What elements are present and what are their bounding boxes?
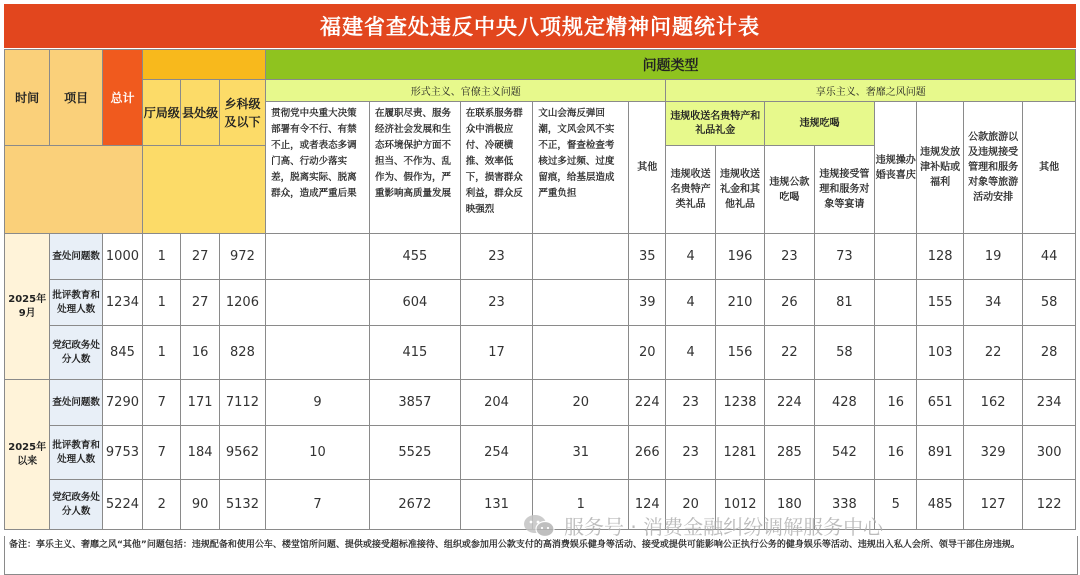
cell: 9753 (102, 426, 142, 480)
header-level-ting: 厅局级 (143, 80, 181, 146)
cell: 73 (814, 234, 875, 280)
table-row (5, 380, 1076, 426)
watermark (522, 511, 883, 540)
header-time: 时间 (5, 50, 50, 146)
cell: 891 (917, 426, 963, 480)
header-eat-col-1: 违规公款吃喝 (765, 146, 814, 234)
cell: 455 (369, 234, 460, 280)
cell: 90 (181, 480, 219, 530)
cell: 204 (460, 380, 533, 426)
cell: 23 (666, 426, 715, 480)
group-label: 2025年以来 (5, 380, 50, 530)
cell: 5224 (102, 480, 142, 530)
table-row (5, 280, 1076, 326)
cell: 39 (629, 280, 666, 326)
cell: 19 (963, 234, 1022, 280)
cell: 10 (266, 426, 370, 480)
cell: 58 (1023, 280, 1076, 326)
header-total: 总计 (102, 50, 142, 146)
header-formalism-col-3: 在联系服务群众中消极应付、冷硬横推、效率低下，损害群众利益，群众反映强烈 (460, 102, 533, 234)
cell: 7 (143, 426, 181, 480)
cell: 35 (629, 234, 666, 280)
cell: 338 (814, 480, 875, 530)
header-level-bottom-fill (143, 146, 266, 234)
header-hedonism-col-travel: 公款旅游以及违规接受管理和服务对象等旅游活动安排 (963, 102, 1022, 234)
cell: 1 (143, 234, 181, 280)
cell: 972 (219, 234, 265, 280)
cell: 184 (181, 426, 219, 480)
cell: 23 (460, 280, 533, 326)
cell: 23 (666, 380, 715, 426)
cell: 162 (963, 380, 1022, 426)
header-formalism-col-other: 其他 (629, 102, 666, 234)
cell: 27 (181, 280, 219, 326)
cell: 20 (533, 380, 629, 426)
cell: 16 (181, 326, 219, 380)
row-label: 批评教育和处理人数 (50, 280, 102, 326)
header-hedonism-col-wedding: 违规操办婚丧喜庆 (875, 102, 917, 234)
cell: 415 (369, 326, 460, 380)
cell: 2672 (369, 480, 460, 530)
cell: 4 (666, 326, 715, 380)
cell: 17 (460, 326, 533, 380)
header-eat-col-2: 违规接受管理和服务对象等宴请 (814, 146, 875, 234)
cell: 5525 (369, 426, 460, 480)
header-level-xian: 县处级 (181, 80, 219, 146)
cell: 20 (629, 326, 666, 380)
cell: 7 (143, 380, 181, 426)
cell: 128 (917, 234, 963, 280)
cell: 9562 (219, 426, 265, 480)
cell: 1281 (715, 426, 764, 480)
table-row (5, 234, 1076, 280)
cell: 9 (266, 380, 370, 426)
row-label: 党纪政务处分人数 (50, 326, 102, 380)
cell: 81 (814, 280, 875, 326)
header-gift-col-2: 违规收送礼金和其他礼品 (715, 146, 764, 234)
cell (533, 326, 629, 380)
cell: 542 (814, 426, 875, 480)
table-row (5, 326, 1076, 380)
cell: 651 (917, 380, 963, 426)
header-hedonism-col-allowance: 违规发放津补贴或福利 (917, 102, 963, 234)
header-formalism-col-2: 在履职尽责、服务经济社会发展和生态环境保护方面不担当、不作为、乱作为、假作为，严重影响高质量发展 (369, 102, 460, 234)
cell: 22 (765, 326, 814, 380)
footnote: 备注：享乐主义、奢靡之风“其他”问题包括：违规配备和使用公车、楼堂馆所问题、提供或接受超标准接待、组织或参加用公款支付的高消费娱乐健身等活动、接受或提供可能影响公正执行公务的健身娱乐等活动、违规出入私人会所、领导干部住房违规。 (4, 536, 1078, 575)
stats-table (4, 49, 1076, 530)
cell: 5132 (219, 480, 265, 530)
cell: 4 (666, 280, 715, 326)
cell: 7 (266, 480, 370, 530)
cell: 23 (460, 234, 533, 280)
cell (266, 326, 370, 380)
header-level-band (143, 50, 266, 80)
cell (266, 234, 370, 280)
cell: 131 (460, 480, 533, 530)
cell (875, 326, 917, 380)
cell: 27 (181, 234, 219, 280)
header-gift-col-1: 违规收送名贵特产类礼品 (666, 146, 715, 234)
cell: 103 (917, 326, 963, 380)
cell: 180 (765, 480, 814, 530)
cell: 1000 (102, 234, 142, 280)
cell: 124 (629, 480, 666, 530)
header-item: 项目 (50, 50, 102, 146)
cell: 1206 (219, 280, 265, 326)
header-hedonism-col-other: 其他 (1023, 102, 1076, 234)
cell: 122 (1023, 480, 1076, 530)
cell (533, 280, 629, 326)
cell: 7290 (102, 380, 142, 426)
cell: 127 (963, 480, 1022, 530)
cell: 604 (369, 280, 460, 326)
row-label: 党纪政务处分人数 (50, 480, 102, 530)
cell: 828 (219, 326, 265, 380)
cell: 300 (1023, 426, 1076, 480)
cell: 156 (715, 326, 764, 380)
row-label: 查处问题数 (50, 234, 102, 280)
header-gift-group: 违规收送名贵特产和礼品礼金 (666, 102, 765, 146)
cell: 155 (917, 280, 963, 326)
cell: 28 (1023, 326, 1076, 380)
group-label: 2025年9月 (5, 234, 50, 380)
cell: 266 (629, 426, 666, 480)
cell (875, 234, 917, 280)
cell: 234 (1023, 380, 1076, 426)
cell: 254 (460, 426, 533, 480)
cell: 224 (629, 380, 666, 426)
cell: 20 (666, 480, 715, 530)
cell: 329 (963, 426, 1022, 480)
cell: 1238 (715, 380, 764, 426)
cell (875, 280, 917, 326)
cell: 285 (765, 426, 814, 480)
cell: 1 (533, 480, 629, 530)
header-problem-type: 问题类型 (266, 50, 1076, 80)
cell: 7112 (219, 380, 265, 426)
cell: 210 (715, 280, 764, 326)
header-bottom-fill (5, 146, 143, 234)
cell: 1234 (102, 280, 142, 326)
cell: 3857 (369, 380, 460, 426)
row-label: 批评教育和处理人数 (50, 426, 102, 480)
cell (266, 280, 370, 326)
cell: 196 (715, 234, 764, 280)
header-eat-group: 违规吃喝 (765, 102, 875, 146)
cell (533, 234, 629, 280)
cell: 26 (765, 280, 814, 326)
header-level-xiang: 乡科级及以下 (219, 80, 265, 146)
cell: 5 (875, 480, 917, 530)
cell: 2 (143, 480, 181, 530)
cell: 16 (875, 426, 917, 480)
header-formalism: 形式主义、官僚主义问题 (266, 80, 666, 102)
cell: 4 (666, 234, 715, 280)
row-label: 查处问题数 (50, 380, 102, 426)
header-hedonism: 享乐主义、奢靡之风问题 (666, 80, 1076, 102)
cell: 1 (143, 280, 181, 326)
cell: 1 (143, 326, 181, 380)
page-title: 福建省查处违反中央八项规定精神问题统计表 (4, 4, 1076, 48)
cell: 171 (181, 380, 219, 426)
header-formalism-col-4: 文山会海反弹回潮，文风会风不实不正，督查检查考核过多过频、过度留痕，给基层造成严重负担 (533, 102, 629, 234)
cell: 23 (765, 234, 814, 280)
cell: 34 (963, 280, 1022, 326)
table-row (5, 426, 1076, 480)
cell: 44 (1023, 234, 1076, 280)
cell: 224 (765, 380, 814, 426)
watermark-text: 服务号 · 消费金融纠纷调解服务中心 (564, 515, 884, 539)
cell: 22 (963, 326, 1022, 380)
header-formalism-col-1: 贯彻党中央重大决策部署有令不行、有禁不止，或者表态多调门高、行动少落实差，脱离实际、脱离群众，造成严重后果 (266, 102, 370, 234)
cell: 1012 (715, 480, 764, 530)
cell: 16 (875, 380, 917, 426)
cell: 485 (917, 480, 963, 530)
cell: 845 (102, 326, 142, 380)
cell: 428 (814, 380, 875, 426)
cell: 31 (533, 426, 629, 480)
cell: 58 (814, 326, 875, 380)
wechat-icon (522, 513, 556, 539)
